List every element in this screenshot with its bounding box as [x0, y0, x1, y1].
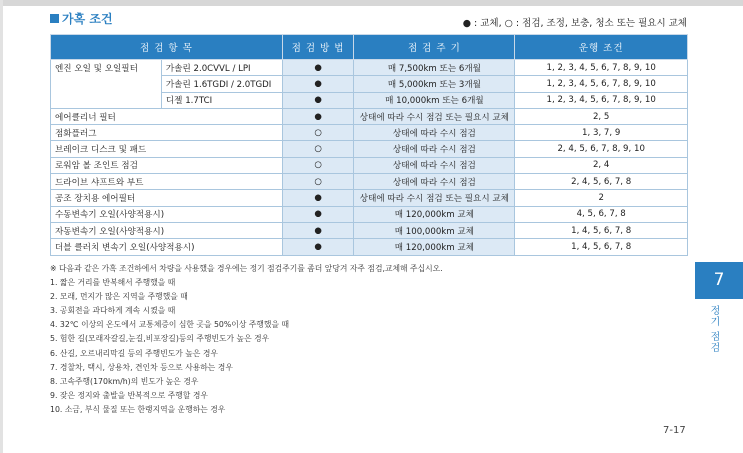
item-cell: 로워암 볼 조인트 점검 [51, 157, 283, 173]
interval-cell: 매 120,000km 교체 [354, 206, 515, 222]
method-cell: ○ [282, 141, 354, 157]
interval-cell: 매 7,500km 또는 6개월 [354, 60, 515, 76]
interval-cell: 상태에 따라 수시 점검 [354, 174, 515, 190]
method-cell: ● [282, 206, 354, 222]
note-intro: ※ 다음과 같은 가혹 조건하에서 차량을 사용했을 경우에는 정기 점검주기를 좀더 앞당겨 자주 점검,교체해 주십시오. [50, 264, 443, 273]
chapter-tab: 7 [695, 262, 743, 299]
severe-conditions-notes [50, 262, 443, 417]
page-top-border [0, 0, 743, 6]
conditions-cell: 1, 2, 3, 4, 5, 6, 7, 8, 9, 10 [515, 60, 688, 76]
page-left-border [0, 0, 3, 453]
interval-cell: 매 5,000km 또는 3개월 [354, 76, 515, 92]
table-row [51, 141, 688, 157]
item-cell: 더블 클러치 변속기 오일(사양적용시) [51, 239, 283, 255]
note-item: 6. 산길, 오르내리막길 등의 주행빈도가 높은 경우 [50, 348, 218, 358]
section-title-text: 가혹 조건 [62, 12, 113, 26]
note-item: 4. 32℃ 이상의 온도에서 교통체증이 심한 곳을 50%이상 주행했을 때 [50, 320, 289, 330]
conditions-cell: 2 [515, 190, 688, 206]
interval-cell: 매 10,000km 또는 6개월 [354, 92, 515, 108]
section-title [50, 10, 113, 27]
table-header-row [51, 35, 688, 60]
method-cell: ● [282, 60, 354, 76]
note-item: 2. 모래, 먼지가 많은 지역을 주행했을 때 [50, 292, 188, 302]
page-number: 7-17 [663, 425, 686, 436]
method-cell: ● [282, 92, 354, 108]
sub-item-cell: 디젤 1.7TCI [161, 92, 282, 108]
interval-cell: 매 100,000km 교체 [354, 222, 515, 238]
table-row [51, 206, 688, 222]
conditions-cell: 1, 2, 3, 4, 5, 6, 7, 8, 9, 10 [515, 76, 688, 92]
legend: ● : 교체, ○ : 점검, 조정, 보충, 청소 또는 필요시 교체 [462, 18, 687, 29]
table-row [51, 125, 688, 141]
header-method: 점 검 방 법 [282, 35, 354, 60]
item-cell: 점화플러그 [51, 125, 283, 141]
conditions-cell: 2, 4 [515, 157, 688, 173]
chapter-label: 정기 점검 [708, 305, 719, 354]
conditions-cell: 2, 4, 5, 6, 7, 8, 9, 10 [515, 141, 688, 157]
interval-cell: 상태에 따라 수시 점검 [354, 125, 515, 141]
maintenance-table [50, 34, 688, 256]
sub-item-cell: 가솔린 2.0CVVL / LPI [161, 60, 282, 76]
note-item: 9. 잦은 정지와 출발을 반복적으로 주행할 경우 [50, 390, 208, 400]
interval-cell: 매 120,000km 교체 [354, 239, 515, 255]
item-cell: 수동변속기 오일(사양적용시) [51, 206, 283, 222]
sub-item-cell: 가솔린 1.6TGDI / 2.0TGDI [161, 76, 282, 92]
note-item: 5. 험한 길(모래자갈길,눈길,비포장길)등의 주행빈도가 높은 경우 [50, 334, 270, 344]
conditions-cell: 2, 4, 5, 6, 7, 8 [515, 174, 688, 190]
method-cell: ● [282, 239, 354, 255]
table-row [51, 108, 688, 124]
conditions-cell: 1, 2, 3, 4, 5, 6, 7, 8, 9, 10 [515, 92, 688, 108]
interval-cell: 상태에 따라 수시 점검 [354, 157, 515, 173]
method-cell: ○ [282, 125, 354, 141]
conditions-cell: 1, 3, 7, 9 [515, 125, 688, 141]
method-cell: ○ [282, 157, 354, 173]
interval-cell: 상태에 따라 수시 점검 [354, 141, 515, 157]
header-item: 점 검 항 목 [51, 35, 283, 60]
header-conditions: 운행 조건 [515, 35, 688, 60]
note-item: 3. 공회전을 과다하게 계속 시켰을 때 [50, 306, 176, 316]
item-cell: 에어클리너 필터 [51, 108, 283, 124]
method-cell: ○ [282, 174, 354, 190]
table-row [51, 157, 688, 173]
table-row [51, 222, 688, 238]
conditions-cell: 1, 4, 5, 6, 7, 8 [515, 222, 688, 238]
note-item: 10. 소금, 부식 물질 또는 한랭지역을 운행하는 경우 [50, 404, 226, 414]
method-cell: ● [282, 108, 354, 124]
method-cell: ● [282, 190, 354, 206]
method-cell: ● [282, 222, 354, 238]
table-row [51, 60, 688, 76]
item-cell: 브레이크 디스크 및 패드 [51, 141, 283, 157]
header-interval: 점 검 주 기 [354, 35, 515, 60]
item-cell: 엔진 오일 및 오일필터 [51, 60, 162, 109]
item-cell: 공조 장치용 에어필터 [51, 190, 283, 206]
note-item: 1. 짧은 거리를 반복해서 주행했을 때 [50, 278, 176, 288]
item-cell: 드라이브 샤프트와 부트 [51, 174, 283, 190]
conditions-cell: 2, 5 [515, 108, 688, 124]
conditions-cell: 4, 5, 6, 7, 8 [515, 206, 688, 222]
interval-cell: 상태에 따라 수시 점검 또는 필요시 교체 [354, 108, 515, 124]
table-row [51, 239, 688, 255]
conditions-cell: 1, 4, 5, 6, 7, 8 [515, 239, 688, 255]
method-cell: ● [282, 76, 354, 92]
title-square-icon [50, 14, 59, 23]
table-row [51, 174, 688, 190]
interval-cell: 상태에 따라 수시 점검 또는 필요시 교체 [354, 190, 515, 206]
item-cell: 자동변속기 오일(사양적용시) [51, 222, 283, 238]
note-item: 7. 경찰차, 택시, 상용차, 견인차 등으로 사용하는 경우 [50, 362, 233, 372]
table-row [51, 190, 688, 206]
note-item: 8. 고속주행(170km/h)의 빈도가 높은 경우 [50, 376, 199, 386]
